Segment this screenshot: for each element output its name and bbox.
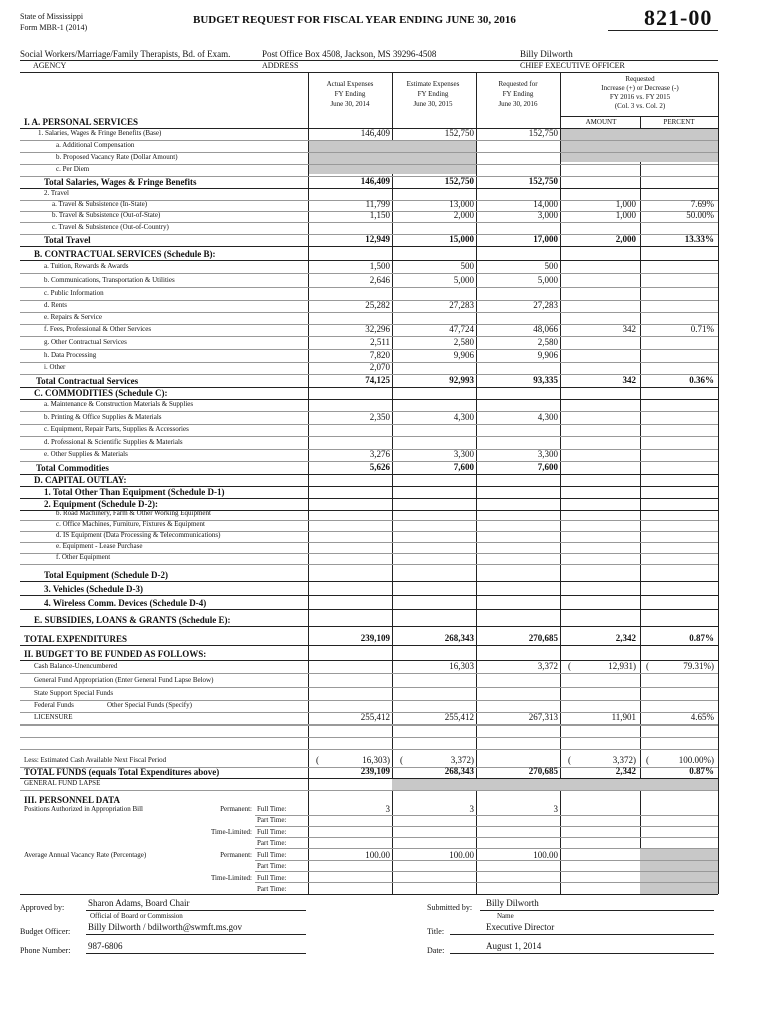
phone-label: Phone Number: xyxy=(20,946,71,955)
title-value[interactable]: Executive Director xyxy=(486,922,555,932)
row-value-v4: 342 xyxy=(622,375,636,385)
row-divider xyxy=(20,581,718,582)
full-time-label: Full Time: xyxy=(257,805,287,813)
row-divider xyxy=(255,882,718,883)
row-value-v4: 2,342 xyxy=(615,766,636,776)
row-label: d. Rents xyxy=(44,301,67,309)
row-label: c. Per Diem xyxy=(56,165,90,173)
row-divider xyxy=(20,312,718,313)
row-value-v5: 0.87% xyxy=(689,633,714,643)
vacancy-requested: 100.00 xyxy=(533,850,558,860)
row-divider xyxy=(20,188,718,189)
permanent-label: Permanent: xyxy=(220,805,252,813)
agency-name: Social Workers/Marriage/Family Therapists, Bd. of Exam. xyxy=(20,49,231,59)
column-header-requested: Requested for FY Ending June 30, 2016 xyxy=(498,80,538,108)
row-label: B. CONTRACTUAL SERVICES (Schedule B): xyxy=(34,249,216,259)
row-label: c. Equipment, Repair Parts, Supplies & Accessories xyxy=(44,425,189,433)
row-label: Total Commodities xyxy=(36,463,109,473)
row-value-v4: 3,372) xyxy=(612,755,636,765)
row-label: b. Printing & Office Supplies & Materials xyxy=(44,413,162,421)
address-label: ADDRESS xyxy=(262,61,299,70)
row-label: 1. Total Other Than Equipment (Schedule D-1) xyxy=(44,487,225,497)
positions-label: Positions Authorized in Appropriation Bill xyxy=(24,805,143,813)
part-time-label: Part Time: xyxy=(257,862,287,870)
row-value-v2: 500 xyxy=(460,261,474,271)
row-value-v2: 15,000 xyxy=(449,234,474,244)
row-label: a. Additional Compensation xyxy=(56,141,135,149)
name-sub: Name xyxy=(497,912,514,920)
row-label: GENERAL FUND LAPSE xyxy=(24,779,101,787)
row-value-v1: 5,626 xyxy=(369,462,390,472)
row-value-v3: 152,750 xyxy=(528,176,558,186)
row-label: E. SUBSIDIES, LOANS & GRANTS (Schedule E): xyxy=(34,615,231,625)
paren-open: ( xyxy=(568,661,571,671)
row-value-v1: 25,282 xyxy=(365,300,390,310)
row-label: f. Fees, Professional & Other Services xyxy=(44,325,152,333)
shaded-block xyxy=(561,128,718,162)
row-value-v1: 12,949 xyxy=(365,234,390,244)
row-label: D. CAPITAL OUTLAY: xyxy=(34,475,127,485)
ceo-label: CHIEF EXECUTIVE OFFICER xyxy=(520,61,625,70)
approved-sub: Official of Board or Commission xyxy=(90,912,183,920)
row-label: 2. Travel xyxy=(44,189,69,197)
date-label: Date: xyxy=(427,946,445,955)
row-value-v2: 92,993 xyxy=(449,375,474,385)
row-label: a. Tuition, Rewards & Awards xyxy=(44,262,129,270)
row-value-v1: 146,409 xyxy=(360,176,390,186)
column-header-change: Requested Increase (+) or Decrease (-) FY 2016 vs. FY 2015 (Col. 3 vs. Col. 2) xyxy=(601,75,679,110)
row-value-v3: 3,300 xyxy=(537,449,558,459)
row-value-v3: 17,000 xyxy=(533,234,558,244)
row-value-v1: 2,646 xyxy=(369,275,390,285)
other-special-funds-label: Other Special Funds (Specify) xyxy=(107,701,192,709)
amount-header: AMOUNT xyxy=(585,118,617,126)
time-limited-label: Time-Limited: xyxy=(211,874,252,882)
row-value-v3: 93,335 xyxy=(533,375,558,385)
submitted-value[interactable]: Billy Dilworth xyxy=(486,898,539,908)
agency-label: AGENCY xyxy=(33,61,67,70)
row-value-v1: 146,409 xyxy=(360,128,390,138)
row-divider xyxy=(20,164,718,165)
row-value-v2: 3,372) xyxy=(450,755,474,765)
row-divider xyxy=(20,246,718,247)
row-value-v2: 13,000 xyxy=(449,199,474,209)
row-value-v5: 4.65% xyxy=(690,712,714,722)
positions-estimate: 3 xyxy=(469,804,474,814)
row-divider xyxy=(20,673,718,674)
row-value-v5: 100.00%) xyxy=(678,755,714,765)
row-value-v4: 12,931) xyxy=(608,661,636,671)
row-value-v5: 13.33% xyxy=(684,234,714,244)
row-value-v3: 48,066 xyxy=(533,324,558,334)
row-divider xyxy=(255,860,718,861)
state-name: State of Mississippi xyxy=(20,12,84,21)
percent-header: PERCENT xyxy=(663,118,695,126)
row-value-v1: 239,109 xyxy=(360,633,390,643)
row-label: e. Repairs & Service xyxy=(44,313,102,321)
vacancy-actual: 100.00 xyxy=(365,850,390,860)
row-value-v3: 3,372 xyxy=(537,661,558,671)
time-limited-label: Time-Limited: xyxy=(211,828,252,836)
vacancy-estimate: 100.00 xyxy=(449,850,474,860)
row-divider xyxy=(20,609,718,610)
row-value-v1: 2,350 xyxy=(369,412,390,422)
row-label: e. Other Supplies & Materials xyxy=(44,450,128,458)
row-label: Less: Estimated Cash Available Next Fiscal Period xyxy=(24,756,167,764)
row-value-v2: 27,283 xyxy=(449,300,474,310)
row-value-v3: 2,580 xyxy=(537,337,558,347)
part-time-label: Part Time: xyxy=(257,839,287,847)
vacancy-label: Average Annual Vacancy Rate (Percentage) xyxy=(24,851,147,859)
row-value-v2: 152,750 xyxy=(444,128,474,138)
budget-officer-label: Budget Officer: xyxy=(20,927,71,936)
row-divider xyxy=(20,725,718,726)
row-divider xyxy=(20,626,718,627)
row-label: 3. Vehicles (Schedule D-3) xyxy=(44,584,143,594)
row-label: a. Maintenance & Construction Materials & Supplies xyxy=(44,400,194,408)
row-value-v5: 0.87% xyxy=(689,766,714,776)
row-label: LICENSURE xyxy=(34,713,73,721)
row-value-v1: 239,109 xyxy=(360,766,390,776)
row-value-v1: 255,412 xyxy=(360,712,390,722)
paren-open: ( xyxy=(316,755,319,765)
row-divider xyxy=(20,273,718,274)
shaded-block xyxy=(309,140,476,174)
row-value-v4: 342 xyxy=(622,324,636,334)
row-divider xyxy=(20,687,718,688)
row-value-v3: 7,600 xyxy=(537,462,558,472)
full-time-label: Full Time: xyxy=(257,851,287,859)
row-value-v5: 50.00% xyxy=(686,210,714,220)
page-title: BUDGET REQUEST FOR FISCAL YEAR ENDING JUNE 30, 2016 xyxy=(193,14,516,26)
row-label: II. BUDGET TO BE FUNDED AS FOLLOWS: xyxy=(24,649,207,659)
paren-open: ( xyxy=(400,755,403,765)
paren-open: ( xyxy=(646,755,649,765)
row-divider xyxy=(20,595,718,596)
budget-officer-value[interactable]: Billy Dilworth / bdilworth@swmft.ms.gov xyxy=(88,922,243,932)
phone-value[interactable]: 987-6806 xyxy=(88,941,123,951)
row-value-v3: 3,000 xyxy=(537,210,558,220)
row-label: f. Other Equipment xyxy=(56,553,111,561)
approved-label: Approved by: xyxy=(20,903,65,912)
row-value-v3: 27,283 xyxy=(533,300,558,310)
row-label: Federal Funds xyxy=(34,701,74,709)
row-label: Total Travel xyxy=(44,235,91,245)
row-value-v1: 16,303) xyxy=(362,755,390,765)
column-header-actual: Actual Expenses FY Ending June 30, 2014 xyxy=(326,80,374,108)
row-value-v3: 4,300 xyxy=(537,412,558,422)
ceo-name: Billy Dilworth xyxy=(520,49,573,59)
row-label: b. Communications, Transportation & Utilities xyxy=(44,276,175,284)
full-time-label: Full Time: xyxy=(257,828,287,836)
row-value-v4: 2,342 xyxy=(615,633,636,643)
row-divider xyxy=(20,564,718,565)
row-label: b. Travel & Subsistence (Out-of-State) xyxy=(52,211,161,219)
part-time-label: Part Time: xyxy=(257,885,287,893)
row-divider xyxy=(255,848,718,849)
row-value-v2: 4,300 xyxy=(453,412,474,422)
row-divider xyxy=(20,790,718,791)
row-value-v2: 47,724 xyxy=(449,324,474,334)
row-value-v4: 1,000 xyxy=(615,210,636,220)
permanent-label: Permanent: xyxy=(220,851,252,859)
row-value-v2: 7,600 xyxy=(453,462,474,472)
row-label: a. Travel & Subsistence (In-State) xyxy=(52,200,148,208)
row-label: State Support Special Funds xyxy=(34,689,114,697)
date-value[interactable]: August 1, 2014 xyxy=(486,941,542,951)
row-label: c. Office Machines, Furniture, Fixtures & Equipment xyxy=(56,520,205,528)
row-value-v4: 11,901 xyxy=(611,712,636,722)
row-value-v1: 74,125 xyxy=(365,375,390,385)
row-divider xyxy=(20,645,718,646)
column-header-estimate: Estimate Expenses FY Ending June 30, 2015 xyxy=(406,80,460,108)
row-label: General Fund Appropriation (Enter General Fund Lapse Below) xyxy=(34,676,214,684)
row-divider xyxy=(20,553,718,554)
row-label: Total Contractual Services xyxy=(36,376,139,386)
agency-code: 821-00 xyxy=(644,5,713,30)
row-label: 4. Wireless Comm. Devices (Schedule D-4) xyxy=(44,598,207,608)
row-divider xyxy=(20,737,718,738)
row-label: 1. Salaries, Wages & Fringe Benefits (Base) xyxy=(38,129,162,137)
row-label: c. Travel & Subsistence (Out-of-Country) xyxy=(52,223,169,231)
row-label: c. Public Information xyxy=(44,289,104,297)
row-label: TOTAL EXPENDITURES xyxy=(24,634,127,644)
form-id: Form MBR-1 (2014) xyxy=(20,23,88,32)
row-value-v1: 3,276 xyxy=(369,449,390,459)
row-value-v2: 9,906 xyxy=(453,350,474,360)
row-value-v5: 79.31%) xyxy=(683,661,714,671)
row-value-v1: 2,070 xyxy=(369,362,390,372)
row-divider xyxy=(255,837,718,838)
row-value-v1: 32,296 xyxy=(365,324,390,334)
row-label: Total Salaries, Wages & Fringe Benefits xyxy=(44,177,197,187)
row-divider xyxy=(20,436,718,437)
positions-requested: 3 xyxy=(553,804,558,814)
row-divider xyxy=(20,778,718,779)
row-value-v3: 270,685 xyxy=(528,766,558,776)
row-label: b. Road Machinery, Farm & Other Working Equipment xyxy=(56,509,211,517)
row-value-v2: 3,300 xyxy=(453,449,474,459)
row-value-v2: 16,303 xyxy=(449,661,474,671)
row-value-v5: 0.36% xyxy=(689,375,714,385)
paren-open: ( xyxy=(646,661,649,671)
row-label: d. Professional & Scientific Supplies & Materials xyxy=(44,438,183,446)
row-divider xyxy=(20,287,718,288)
row-value-v3: 267,313 xyxy=(528,712,558,722)
row-divider xyxy=(255,871,718,872)
row-value-v1: 1,500 xyxy=(369,261,390,271)
row-label: 2. Equipment (Schedule D-2): xyxy=(44,499,159,509)
submitted-label: Submitted by: xyxy=(427,903,473,912)
row-value-v4: 1,000 xyxy=(615,199,636,209)
row-divider xyxy=(20,749,718,750)
row-divider xyxy=(255,815,718,816)
agency-address: Post Office Box 4508, Jackson, MS 39296-4508 xyxy=(262,49,437,59)
row-label: g. Other Contractual Services xyxy=(44,338,127,346)
row-value-v3: 5,000 xyxy=(537,275,558,285)
row-label: Total Equipment (Schedule D-2) xyxy=(44,570,168,580)
row-label: h. Data Processing xyxy=(44,351,97,359)
row-value-v2: 2,580 xyxy=(453,337,474,347)
row-label: Cash Balance-Unencumbered xyxy=(34,662,118,670)
row-label: C. COMMODITIES (Schedule C): xyxy=(34,388,168,398)
row-value-v1: 1,150 xyxy=(369,210,390,220)
part-time-label: Part Time: xyxy=(257,816,287,824)
row-value-v3: 270,685 xyxy=(528,633,558,643)
row-divider xyxy=(255,826,718,827)
shaded-block xyxy=(392,778,718,790)
row-value-v1: 11,799 xyxy=(365,199,390,209)
row-label: e. Equipment - Lease Purchase xyxy=(56,542,143,550)
personnel-title: III. PERSONNEL DATA xyxy=(24,795,120,805)
row-label: I. A. PERSONAL SERVICES xyxy=(24,117,138,127)
row-label: d. IS Equipment (Data Processing & Telecommunications) xyxy=(56,531,221,539)
row-value-v3: 14,000 xyxy=(533,199,558,209)
row-label: b. Proposed Vacancy Rate (Dollar Amount) xyxy=(56,153,178,161)
row-value-v3: 500 xyxy=(544,261,558,271)
row-label: TOTAL FUNDS (equals Total Expenditures above) xyxy=(24,767,220,777)
row-value-v1: 7,820 xyxy=(369,350,390,360)
row-value-v1: 2,511 xyxy=(370,337,390,347)
row-value-v2: 152,750 xyxy=(444,176,474,186)
row-value-v4: 2,000 xyxy=(615,234,636,244)
row-value-v5: 0.71% xyxy=(690,324,714,334)
row-value-v2: 268,343 xyxy=(444,633,474,643)
row-value-v5: 7.69% xyxy=(690,199,714,209)
positions-actual: 3 xyxy=(385,804,390,814)
row-value-v3: 152,750 xyxy=(528,128,558,138)
full-time-label: Full Time: xyxy=(257,874,287,882)
row-label: i. Other xyxy=(44,363,66,371)
title-label: Title: xyxy=(427,927,445,936)
row-value-v3: 9,906 xyxy=(537,350,558,360)
paren-open: ( xyxy=(568,755,571,765)
row-value-v2: 2,000 xyxy=(453,210,474,220)
row-value-v2: 255,412 xyxy=(444,712,474,722)
row-value-v2: 5,000 xyxy=(453,275,474,285)
approved-value[interactable]: Sharon Adams, Board Chair xyxy=(88,898,190,908)
row-value-v2: 268,343 xyxy=(444,766,474,776)
